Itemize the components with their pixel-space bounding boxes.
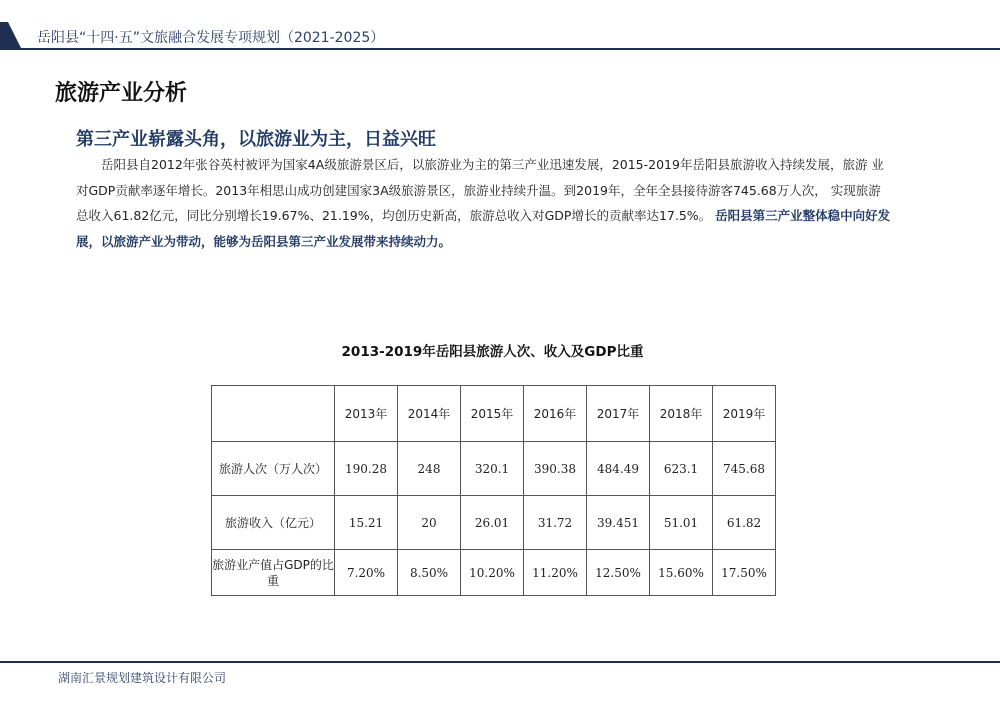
table-title: 2013-2019年岳阳县旅游人次、收入及GDP比重	[341, 344, 644, 360]
table-cell: 61.82	[713, 496, 776, 550]
year-header-cell: 2016年	[524, 386, 587, 442]
year-header-cell: 2014年	[398, 386, 461, 442]
table-header-row	[212, 386, 776, 442]
header-divider	[0, 48, 1000, 50]
table-cell: 745.68	[713, 442, 776, 496]
table-cell: 26.01	[461, 496, 524, 550]
footer-company-name: 湖南汇景规划建筑设计有限公司	[58, 671, 227, 685]
paragraph-text: 岳阳县自2012年张谷英村被评为国家4A级旅游景区后，以旅游业为主的第三产业迅速发展，2015-2019年岳阳县旅游收入持续发展，旅游 业对GDP贡献率逐年增长。2013年相思山成功创建国家3A级旅游景区，旅游业持续升温。到2019年，全年全县接待游客745.68万人次， 实现旅游总收入61.82亿元，同比分别增长19.67%、21.19%，均创历史新高，旅游总收入对GDP增长的贡献率达17.5%。	[76, 157, 884, 223]
year-header-cell: 2019年	[713, 386, 776, 442]
table-cell: 10.20%	[461, 550, 524, 596]
tourism-data-table	[211, 385, 776, 596]
table-cell: 15.60%	[650, 550, 713, 596]
year-header-cell: 2017年	[587, 386, 650, 442]
table-corner-cell	[212, 386, 335, 442]
section-heading: 第三产业崭露头角，以旅游业为主，日益兴旺	[76, 129, 436, 150]
row-label-cell: 旅游业产值占GDP的比重	[212, 550, 335, 596]
table-cell: 12.50%	[587, 550, 650, 596]
page-title: 旅游产业分析	[55, 81, 188, 106]
table-row	[212, 496, 776, 550]
table-cell: 39.451	[587, 496, 650, 550]
table-cell: 51.01	[650, 496, 713, 550]
table-cell: 20	[398, 496, 461, 550]
table-cell: 390.38	[524, 442, 587, 496]
table-cell: 31.72	[524, 496, 587, 550]
table-cell: 320.1	[461, 442, 524, 496]
table-cell: 484.49	[587, 442, 650, 496]
year-header-cell: 2018年	[650, 386, 713, 442]
table-cell: 15.21	[335, 496, 398, 550]
table-row	[212, 550, 776, 596]
table-cell: 8.50%	[398, 550, 461, 596]
table-cell: 248	[398, 442, 461, 496]
document-header-title: 岳阳县“十四·五”文旅融合发展专项规划（2021-2025）	[37, 30, 385, 46]
year-header-cell: 2015年	[461, 386, 524, 442]
table-cell: 17.50%	[713, 550, 776, 596]
table-cell: 623.1	[650, 442, 713, 496]
year-header-cell: 2013年	[335, 386, 398, 442]
footer-divider	[0, 661, 1000, 663]
header-corner-shape	[0, 22, 22, 50]
row-label-cell: 旅游收入（亿元）	[212, 496, 335, 550]
table-cell: 11.20%	[524, 550, 587, 596]
table-row	[212, 442, 776, 496]
row-label-cell: 旅游人次（万人次）	[212, 442, 335, 496]
paragraph-highlight: 岳阳县第三产业整体稳中向好发展，以旅游产业为带动，能够为岳阳县第三产业发展带来持续动力。	[76, 208, 891, 249]
table-cell: 7.20%	[335, 550, 398, 596]
section-paragraph	[76, 152, 892, 254]
table-cell: 190.28	[335, 442, 398, 496]
